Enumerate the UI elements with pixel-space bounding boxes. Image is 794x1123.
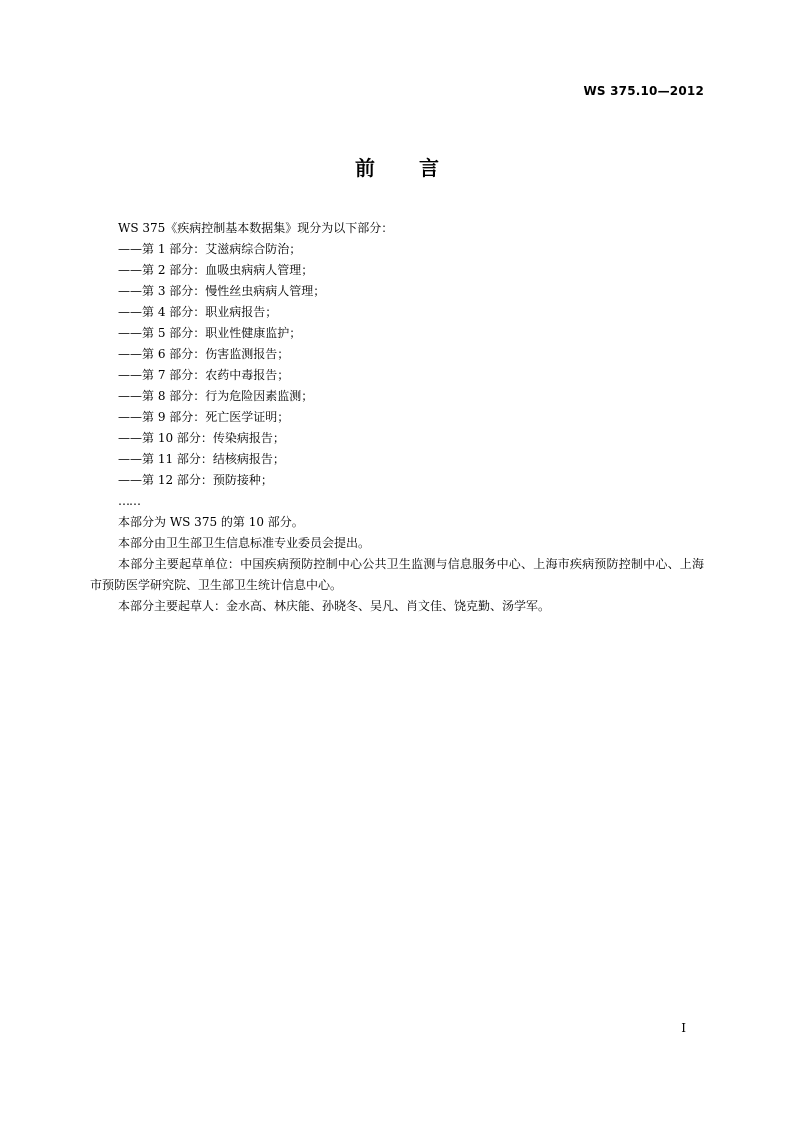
part-list-item-9: ——第 9 部分：死亡医学证明； <box>118 410 290 424</box>
title-char-2: 言 <box>419 156 439 180</box>
part-statement-paragraph: 本部分为 WS 375 的第 10 部分。 <box>118 515 304 529</box>
document-code-header: WS 375.10—2012 <box>583 84 704 98</box>
part-list-item-11: ——第 11 部分：结核病报告； <box>118 452 285 466</box>
title-char-1: 前 <box>355 156 375 180</box>
page-title <box>0 152 794 181</box>
part-list-item-8: ——第 8 部分：行为危险因素监测； <box>118 389 314 403</box>
part-list-item-6: ——第 6 部分：伤害监测报告； <box>118 347 290 361</box>
part-list-item-10: ——第 10 部分：传染病报告； <box>118 431 285 445</box>
part-list-item-2: ——第 2 部分：血吸虫病病人管理； <box>118 263 314 277</box>
part-list-item-12: ——第 12 部分：预防接种； <box>118 473 273 487</box>
drafting-units-paragraph: 本部分主要起草单位：中国疾病预防控制中心公共卫生监测与信息服务中心、上海市疾病预防控制中心、上海市预防医学研究院、卫生部卫生统计信息中心。 <box>90 557 704 592</box>
part-list-item-1: ——第 1 部分：艾滋病综合防治； <box>118 242 302 256</box>
list-ellipsis: …… <box>118 494 140 508</box>
part-list-item-3: ——第 3 部分：慢性丝虫病病人管理； <box>118 284 326 298</box>
drafters-paragraph: 本部分主要起草人：金水高、林庆能、孙晓冬、吴凡、肖文佳、饶克勤、汤学军。 <box>118 599 551 613</box>
foreword-body <box>90 218 704 617</box>
intro-paragraph: WS 375《疾病控制基本数据集》现分为以下部分： <box>118 221 394 235</box>
page-number: I <box>681 1021 686 1035</box>
part-list-item-7: ——第 7 部分：农药中毒报告； <box>118 368 290 382</box>
proposer-paragraph: 本部分由卫生部卫生信息标准专业委员会提出。 <box>118 536 371 550</box>
part-list-item-5: ——第 5 部分：职业性健康监护； <box>118 326 302 340</box>
part-list-item-4: ——第 4 部分：职业病报告； <box>118 305 278 319</box>
